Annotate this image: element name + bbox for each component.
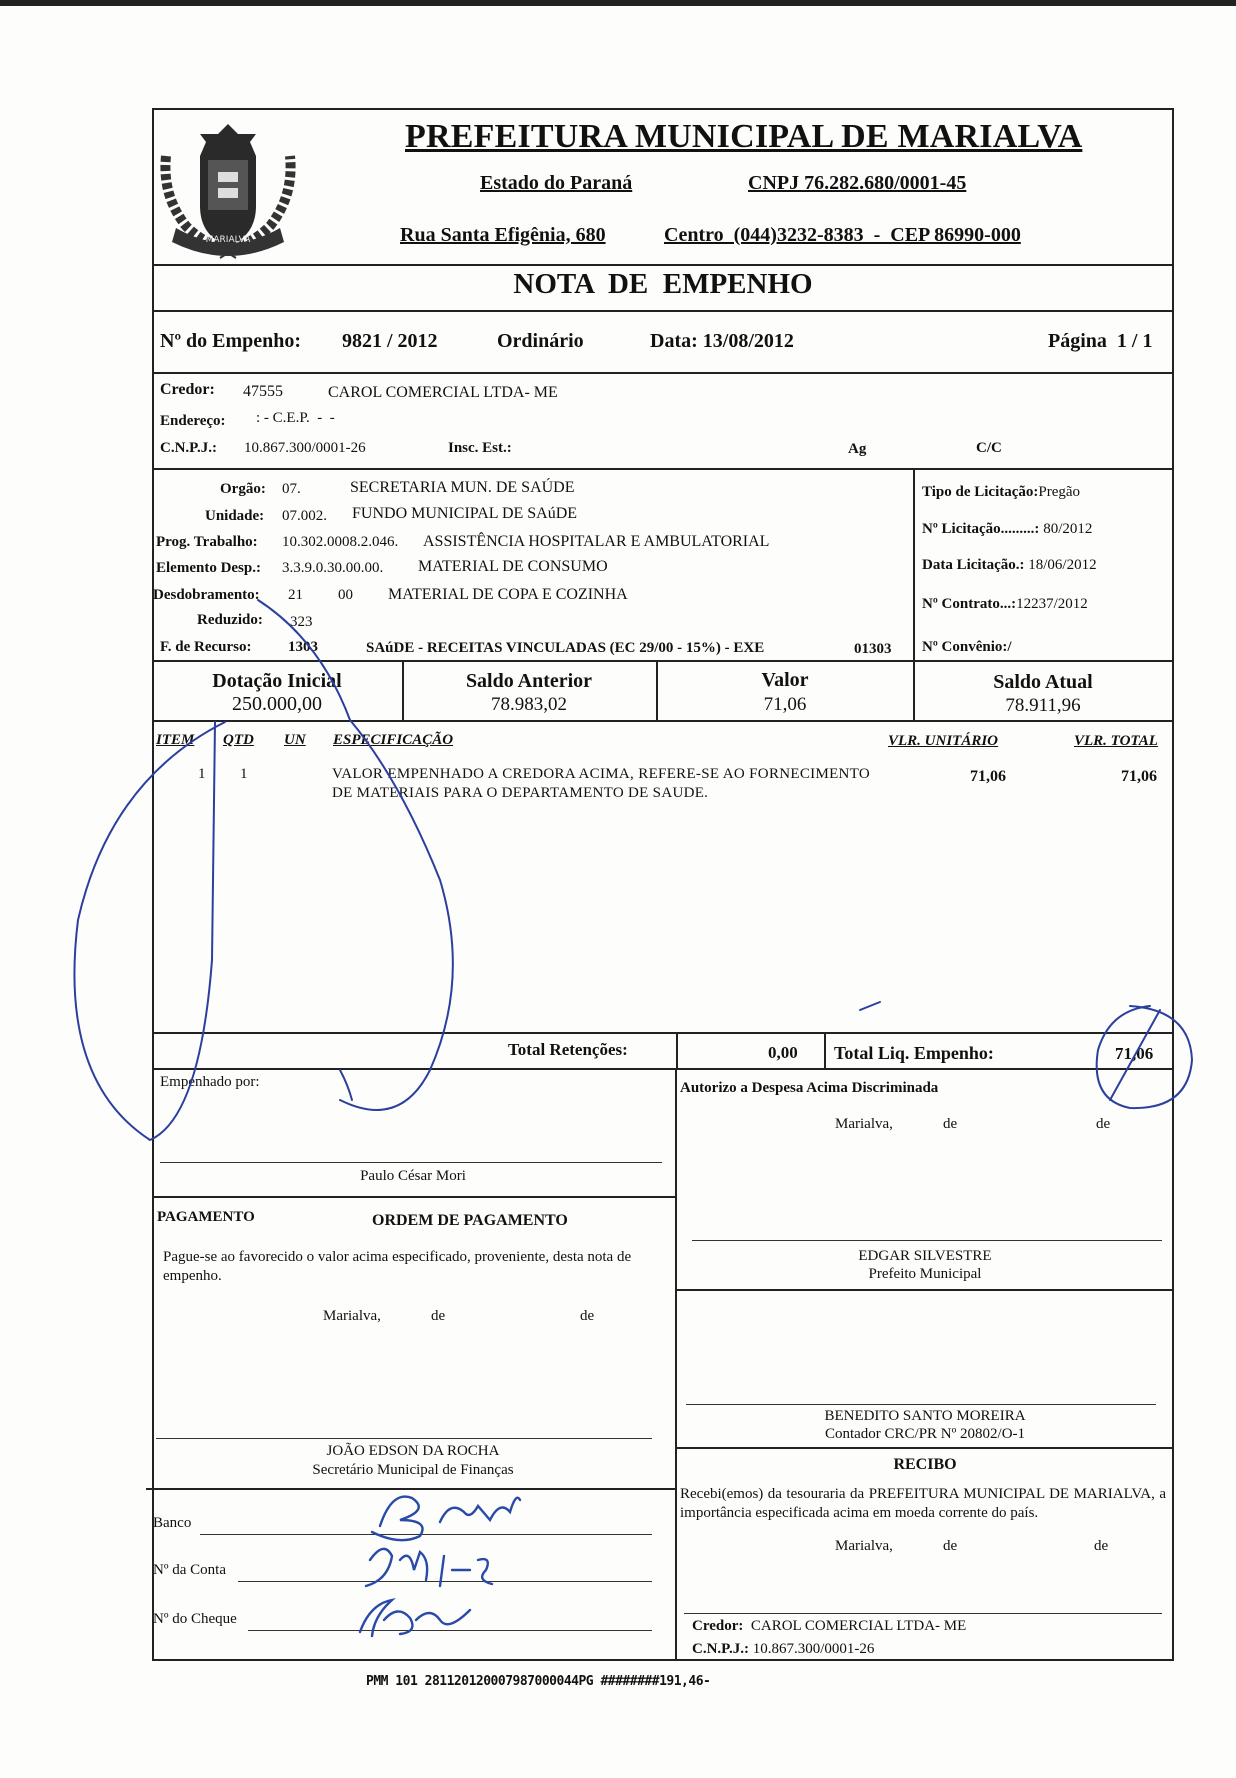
- desdobramento-name: MATERIAL DE COPA E COZINHA: [388, 586, 628, 603]
- pagamento-city: Marialva,: [323, 1308, 381, 1324]
- coat-of-arms-seal: [158, 116, 298, 264]
- saldo-anterior-value: 78.983,02: [491, 694, 567, 715]
- empenho-number: 9821 / 2012: [342, 330, 438, 352]
- unidade-name: FUNDO MUNICIPAL DE SAúDE: [352, 505, 578, 522]
- fonte-recurso-label: F. de Recurso:: [160, 639, 252, 655]
- valor-label: Valor: [761, 669, 809, 691]
- signature-line: [684, 1613, 1162, 1614]
- data-licitacao-value: 18/06/2012: [1028, 557, 1097, 573]
- recibo-cnpj: [692, 1641, 874, 1658]
- empenho-number-label: Nº do Empenho:: [160, 330, 302, 352]
- endereco-label: Endereço:: [160, 413, 226, 429]
- autorizo-de2: de: [1096, 1116, 1111, 1132]
- reduzido-code: 323: [290, 614, 313, 630]
- banco-field-line: [200, 1534, 652, 1535]
- endereco-value: : - C.E.P. - -: [256, 410, 335, 426]
- prog-trabalho-name: ASSISTÊNCIA HOSPITALAR E AMBULATORIAL: [423, 533, 770, 550]
- prog-trabalho-label: Prog. Trabalho:: [156, 534, 258, 550]
- contador-name: BENEDITO SANTO MOREIRA: [824, 1408, 1026, 1424]
- document-title: NOTA DE EMPENHO: [513, 268, 813, 300]
- desdobramento-sub: 00: [338, 587, 353, 603]
- tipo-licitacao-label: Tipo de Licitação:: [922, 484, 1039, 500]
- pagamento-text: Pague-se ao favorecido o valor acima especificado, proveniente, desta nota de empenho.: [163, 1249, 632, 1284]
- especificacao-column-header: ESPECIFICAÇÃO: [333, 732, 454, 748]
- cheque-field-line: [248, 1630, 652, 1631]
- state-label: Estado do Paraná: [480, 172, 633, 194]
- divider: [152, 720, 1174, 722]
- item-qtd: 1: [240, 766, 248, 782]
- credor-label: Credor:: [160, 381, 215, 398]
- recibo-credor: [692, 1618, 966, 1635]
- total-liquido-value: 71,06: [1115, 1044, 1154, 1063]
- signature-line: [160, 1162, 662, 1163]
- orgao-code: 07.: [282, 481, 301, 497]
- recibo-text: Recebi(emos) da tesouraria da PREFEITURA MUNICIPAL DE MARIALVA, a importância especificada acima em moeda corrente do país.: [680, 1486, 1166, 1521]
- divider: [676, 1032, 678, 1068]
- item-total-value: 71,06: [1121, 768, 1157, 785]
- numero-licitacao: [922, 521, 1092, 538]
- un-column-header: UN: [284, 732, 306, 748]
- divider: [152, 310, 1174, 312]
- divider: [824, 1032, 826, 1068]
- credor-code: 47555: [243, 383, 283, 400]
- numero-convenio-label: Nº Convênio:/: [922, 639, 1012, 655]
- signature-line: [686, 1404, 1156, 1405]
- recibo-cnpj-label: C.N.P.J.:: [692, 1641, 749, 1657]
- elemento-code: 3.3.9.0.30.00.00.: [282, 560, 384, 576]
- recibo-credor-name: CAROL COMERCIAL LTDA- ME: [750, 1618, 967, 1634]
- orgao-label: Orgão:: [220, 481, 266, 497]
- saldo-atual-value: 78.911,96: [1005, 695, 1081, 716]
- qtd-column-header: QTD: [223, 732, 254, 748]
- unidade-code: 07.002.: [282, 508, 327, 524]
- unidade-label: Unidade:: [205, 508, 265, 524]
- divider: [152, 660, 1174, 662]
- item-description: VALOR EMPENHADO A CREDORA ACIMA, REFERE-SE AO FORNECIMENTO DE MATERIAIS PARA O DEPARTAMENTO DE SAUDE.: [332, 766, 870, 801]
- dotacao-inicial-label: Dotação Inicial: [212, 670, 342, 692]
- secretario-name: JOÃO EDSON DA ROCHA: [326, 1443, 500, 1459]
- total-retencoes-value: 0,00: [768, 1043, 798, 1062]
- signature-line: [156, 1438, 652, 1439]
- divider: [146, 1488, 676, 1490]
- insc-est-label: Insc. Est.:: [448, 440, 512, 456]
- cheque-label: Nº do Cheque: [153, 1611, 237, 1627]
- barcode-text: PMM 101 281120120007987000044PG ########191,46-: [366, 1674, 711, 1689]
- empenho-type: Ordinário: [497, 330, 584, 352]
- scan-top-edge: [0, 0, 1236, 6]
- prefeito-role: Prefeito Municipal: [868, 1266, 982, 1282]
- agency-label: Ag: [848, 441, 867, 457]
- divider: [676, 1447, 1174, 1449]
- item-unit-value: 71,06: [970, 768, 1006, 785]
- divider: [152, 1068, 1174, 1070]
- divider: [675, 1068, 677, 1661]
- page-number: Página 1 / 1: [1048, 330, 1153, 352]
- saldo-anterior-label: Saldo Anterior: [465, 670, 593, 692]
- autorizo-de1: de: [943, 1116, 958, 1132]
- seal-text: MARIALVA: [205, 235, 251, 245]
- total-liquido-label: Total Liq. Empenho:: [834, 1043, 994, 1063]
- fonte-recurso-name: SAúDE - RECEITAS VINCULADAS (EC 29/00 - 15%) - EXE: [366, 640, 765, 656]
- desdobramento-code: 21: [288, 587, 303, 603]
- saldo-atual-label: Saldo Atual: [993, 671, 1093, 693]
- reduzido-label: Reduzido:: [197, 612, 263, 628]
- recibo-credor-label: Credor:: [692, 1618, 744, 1634]
- cnpj-label: C.N.P.J.:: [160, 440, 217, 456]
- item-column-header: ITEM: [156, 732, 195, 748]
- autorizo-city: Marialva,: [835, 1116, 893, 1132]
- signature-line: [692, 1240, 1162, 1241]
- recibo-de2: de: [1094, 1538, 1109, 1554]
- elemento-label: Elemento Desp.:: [156, 560, 261, 576]
- dotacao-inicial-value: 250.000,00: [232, 693, 322, 715]
- divider: [152, 468, 1174, 470]
- pagamento-de1: de: [431, 1308, 446, 1324]
- vlr-unitario-column-header: VLR. UNITÁRIO: [888, 733, 999, 749]
- vlr-total-column-header: VLR. TOTAL: [1074, 733, 1158, 749]
- tipo-licitacao: [922, 484, 1080, 501]
- municipality-title: PREFEITURA MUNICIPAL DE MARIALVA: [405, 118, 1083, 155]
- numero-contrato-label: Nº Contrato...:: [922, 596, 1017, 612]
- autorizo-label: Autorizo a Despesa Acima Discriminada: [680, 1080, 939, 1096]
- conta-field-line: [238, 1581, 652, 1582]
- pagamento-label: PAGAMENTO: [157, 1209, 255, 1225]
- divider: [152, 372, 1174, 374]
- fonte-recurso-code: 1303: [288, 639, 318, 655]
- elemento-name: MATERIAL DE CONSUMO: [418, 558, 608, 575]
- divider: [152, 264, 1174, 266]
- data-licitacao: [922, 557, 1097, 574]
- ordem-pagamento-label: ORDEM DE PAGAMENTO: [372, 1212, 568, 1229]
- prog-trabalho-code: 10.302.0008.2.046.: [282, 534, 399, 550]
- prefeito-name: EDGAR SILVESTRE: [858, 1248, 992, 1264]
- conta-label: Nº da Conta: [153, 1562, 226, 1578]
- numero-contrato: [922, 596, 1088, 613]
- empenho-date: Data: 13/08/2012: [650, 330, 794, 352]
- tipo-licitacao-value: Pregão: [1038, 484, 1081, 500]
- recibo-cnpj-value: 10.867.300/0001-26: [752, 1641, 875, 1657]
- empenhado-por-label: Empenhado por:: [160, 1074, 260, 1090]
- account-cc-label: C/C: [976, 440, 1002, 456]
- divider: [152, 1196, 676, 1198]
- pagamento-de2: de: [580, 1308, 595, 1324]
- divider: [152, 1032, 1174, 1034]
- valor-value: 71,06: [763, 694, 807, 715]
- desdobramento-label: Desdobramento:: [153, 587, 260, 603]
- divider: [676, 1289, 1174, 1291]
- numero-licitacao-value: 80/2012: [1043, 521, 1093, 537]
- orgao-name: SECRETARIA MUN. DE SAÚDE: [350, 479, 575, 496]
- credor-name: CAROL COMERCIAL LTDA- ME: [328, 384, 558, 401]
- address-street: Rua Santa Efigênia, 680: [400, 224, 606, 246]
- contador-role: Contador CRC/PR Nº 20802/O-1: [824, 1426, 1026, 1442]
- recibo-de1: de: [943, 1538, 958, 1554]
- cnpj-header: CNPJ 76.282.680/0001-45: [748, 172, 967, 194]
- empenhado-por-name: Paulo César Mori: [360, 1168, 466, 1184]
- total-retencoes-label: Total Retenções:: [508, 1040, 628, 1059]
- address-rest: Centro (044)3232-8383 - CEP 86990-000: [664, 224, 1021, 246]
- credor-cnpj: 10.867.300/0001-26: [244, 440, 366, 456]
- recibo-city: Marialva,: [835, 1538, 893, 1554]
- banco-label: Banco: [153, 1515, 192, 1531]
- data-licitacao-label: Data Licitação.:: [922, 557, 1025, 573]
- recibo-title: RECIBO: [893, 1456, 957, 1473]
- secretario-role: Secretário Municipal de Finanças: [312, 1462, 514, 1478]
- numero-licitacao-label: Nº Licitação.........:: [922, 521, 1040, 537]
- item-number: 1: [198, 766, 206, 782]
- fonte-recurso-number: 01303: [854, 641, 892, 657]
- numero-contrato-value: 12237/2012: [1016, 596, 1088, 612]
